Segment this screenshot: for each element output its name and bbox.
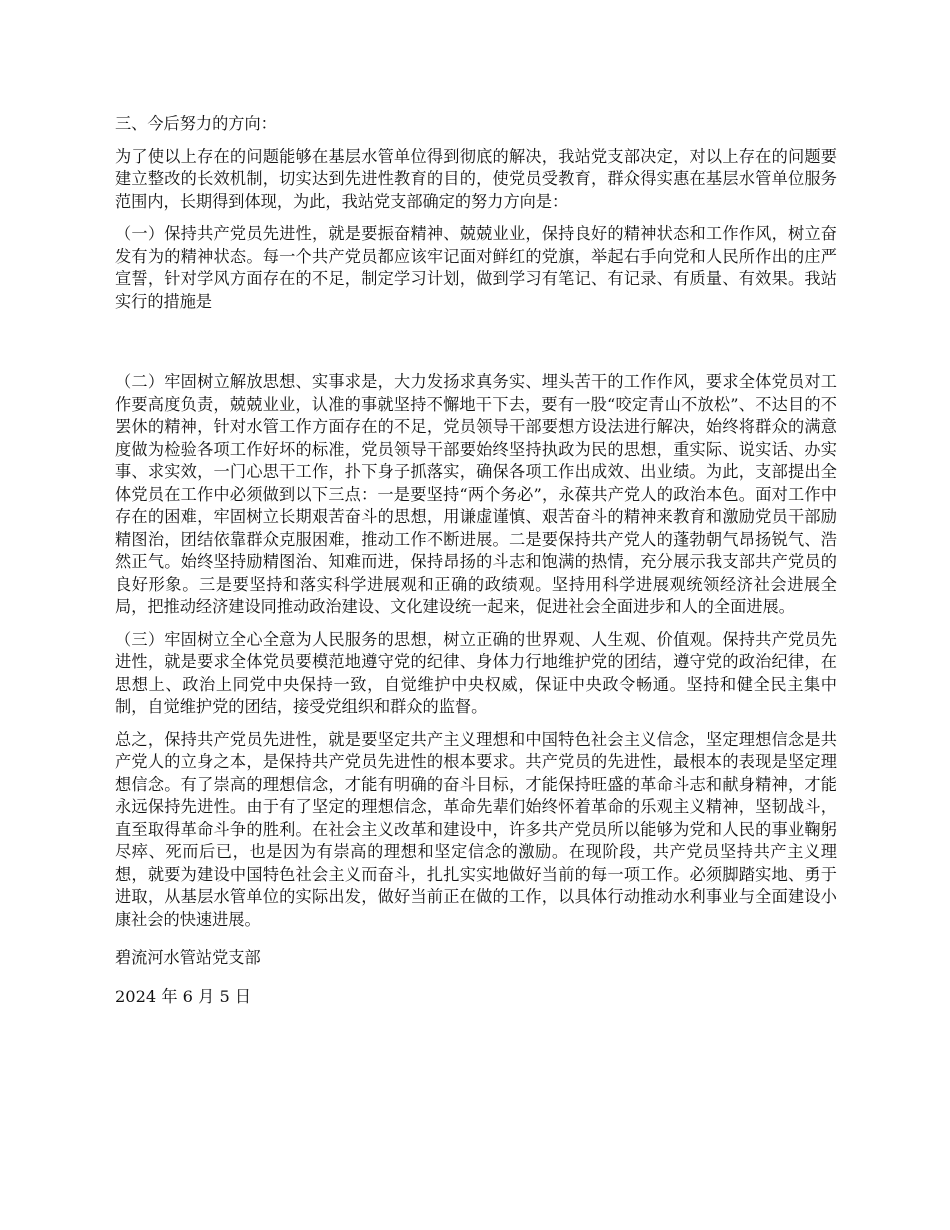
section-heading: 三、今后努力的方向：	[115, 114, 277, 133]
summary-paragraph: 总之，保持共产党员先进性，就是要坚定共产主义理想和中国特色社会主义信念，坚定理想信念是共产党人的立身之本，是保持共产党员先进性的根本要求。共产党员的先进性，最根本的表现是坚定理想信念。有了崇高的理想信念，才能有明确的奋斗目标，才能保持旺盛的革命斗志和献身精神，才能永远保持先进性。由于有了坚定的理想信念，革命先辈们始终怀着革命的乐观主义精神，坚韧战斗，直至取得革命斗争的胜利。在社会主义改革和建设中，许多共产党员所以能够为党和人民的事业鞠躬尽瘁、死而后已，也是因为有崇高的理想和坚定信念的激励。在现阶段，共产党员坚持共产主义理想，就要为建设中国特色社会主义而奋斗，扎扎实实地做好当前的每一项工作。必须脚踏实地、勇于进取，从基层水管单位的实际出发，做好当前正在做的工作，以具体行动推动水利事业与全面建设小康社会的快速进展。	[115, 729, 837, 929]
date: 2024 年 6 月 5 日	[115, 986, 252, 1006]
signature: 碧流河水管站党支部	[115, 948, 261, 967]
point-two-paragraph: （二）牢固树立解放思想、实事求是，大力发扬求真务实、埋头苦干的工作作风，要求全体党员对工作要高度负责，兢兢业业，认准的事就坚持不懈地干下去，要有一股“咬定青山不放松”、不达目的不罢休的精神，针对水管工作方面存在的不足，党员领导干部要想方设法进行解决，始终将群众的满意度做为检验各项工作好坏的标准，党员领导干部要始终坚持执政为民的思想，重实际、说实话、办实事、求实效，一门心思干工作，扑下身子抓落实，确保各项工作出成效、出业绩。为此，支部提出全体党员在工作中必须做到以下三点：一是要坚持“两个务必”，永葆共产党人的政治本色。面对工作中存在的困难，牢固树立长期艰苦奋斗的思想，用谦虚谨慎、艰苦奋斗的精神来教育和激励党员干部励精图治，团结依靠群众克服困难，推动工作不断进展。二是要保持共产党人的蓬勃朝气昂扬锐气、浩然正气。始终坚持励精图治、知难而进，保持昂扬的斗志和饱满的热情，充分展示我支部共产党员的良好形象。三是要坚持和落实科学进展观和正确的政绩观。坚持用科学进展观统领经济社会进展全局，把推动经济建设同推动政治建设、文化建设统一起来，促进社会全面进步和人的全面进展。	[115, 372, 837, 616]
intro-paragraph: 为了使以上存在的问题能够在基层水管单位得到彻底的解决，我站党支部决定，对以上存在的问题要建立整改的长效机制，切实达到先进性教育的目的，使党员受教育，群众得实惠在基层水管单位服务范围内，长期得到体现，为此，我站党支部确定的努力方向是：	[115, 146, 837, 211]
point-one-paragraph: （一）保持共产党员先进性，就是要振奋精神、兢兢业业，保持良好的精神状态和工作作风，树立奋发有为的精神状态。每一个共产党员都应该牢记面对鲜红的党旗，举起右手向党和人民所作出的庄严宣誓，针对学风方面存在的不足，制定学习计划，做到学习有笔记、有记录、有质量、有效果。我站实行的措施是	[115, 224, 837, 311]
document-page	[115, 113, 837, 1008]
point-three-paragraph: （三）牢固树立全心全意为人民服务的思想，树立正确的世界观、人生观、价值观。保持共产党员先进性，就是要求全体党员要模范地遵守党的纪律、身体力行地维护党的团结，遵守党的政治纪律，在思想上、政治上同党中央保持一致，自觉维护中央权威，保证中央政令畅通。坚持和健全民主集中制，自觉维护党的团结，接受党组织和群众的监督。	[115, 629, 837, 716]
